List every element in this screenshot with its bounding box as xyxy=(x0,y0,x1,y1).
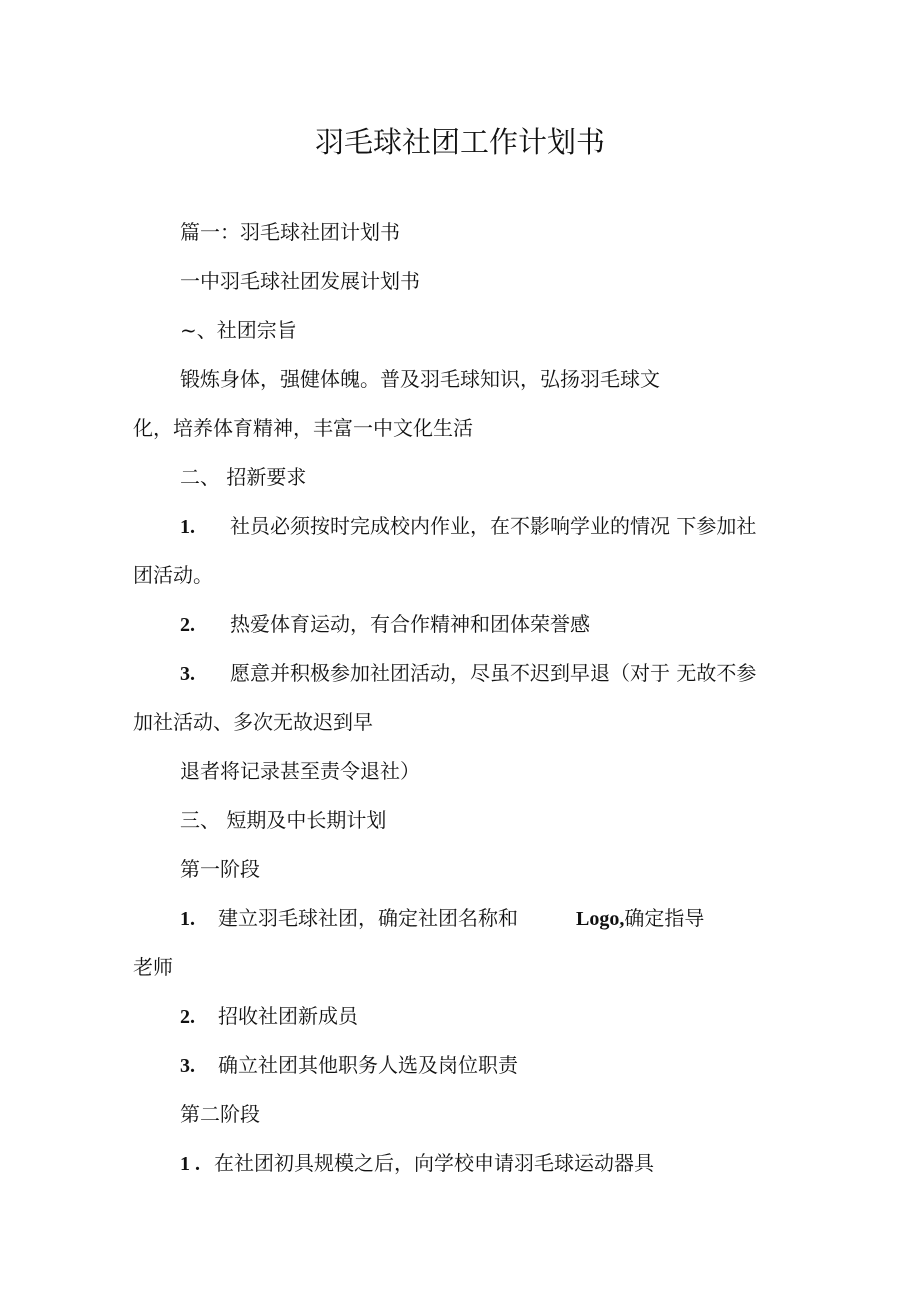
list-item xyxy=(180,904,704,933)
list-item xyxy=(180,1149,654,1178)
list-item xyxy=(180,1051,518,1080)
paragraph-line: 锻炼身体，强健体魄。普及羽毛球知识，弘扬羽毛球文 xyxy=(180,367,660,391)
list-text: 建立羽毛球社团，确定社团名称和 xyxy=(218,906,518,930)
phase-heading-1: 第一阶段 xyxy=(180,857,260,881)
paragraph-line: 老师 xyxy=(133,955,173,979)
list-number: 2. xyxy=(180,614,195,636)
section-heading-1: 篇一：羽毛球社团计划书 xyxy=(180,220,400,244)
logo-word: Logo, xyxy=(576,908,625,930)
item-heading-plan: 三、 短期及中长期计划 xyxy=(180,808,387,832)
list-item xyxy=(180,512,756,541)
list-text: 招收社团新成员 xyxy=(218,1004,358,1028)
list-text: 确定指导 xyxy=(624,906,705,930)
list-number: 1. xyxy=(180,908,195,930)
list-number: 1 . xyxy=(180,1153,200,1175)
phase-heading-2: 第二阶段 xyxy=(180,1102,260,1126)
item-heading-purpose: ~、社团宗旨 xyxy=(180,318,297,342)
paragraph-line: 化，培养体育精神，丰富一中文化生活 xyxy=(133,416,473,440)
paragraph-line: 加社活动、多次无故迟到早 xyxy=(133,710,373,734)
list-item xyxy=(180,659,756,688)
list-text: 愿意并积极参加社团活动，尽虽不迟到早退（对于 无故不参 xyxy=(230,661,757,685)
list-number: 1. xyxy=(180,516,195,538)
list-number: 3. xyxy=(180,1055,195,1077)
list-text: 热爱体育运动，有合作精神和团体荣誉感 xyxy=(230,612,590,636)
paragraph-line: 团活动。 xyxy=(133,563,213,587)
list-text: 社员必须按时完成校内作业，在不影响学业的情况 下参加社 xyxy=(230,514,757,538)
list-number: 2. xyxy=(180,1006,195,1028)
document-title: 羽毛球社团工作计划书 xyxy=(314,125,605,159)
sub-heading: 一中羽毛球社团发展计划书 xyxy=(180,269,420,293)
list-text: 确立社团其他职务人选及岗位职责 xyxy=(218,1053,518,1077)
list-text: 在社团初具规模之后，向学校申请羽毛球运动器具 xyxy=(214,1151,654,1175)
paragraph-line: 退者将记录甚至责令退社） xyxy=(180,759,420,783)
list-item xyxy=(180,1002,358,1031)
list-item xyxy=(180,610,590,639)
item-heading-recruit: 二、 招新要求 xyxy=(180,465,307,489)
list-number: 3. xyxy=(180,663,195,685)
